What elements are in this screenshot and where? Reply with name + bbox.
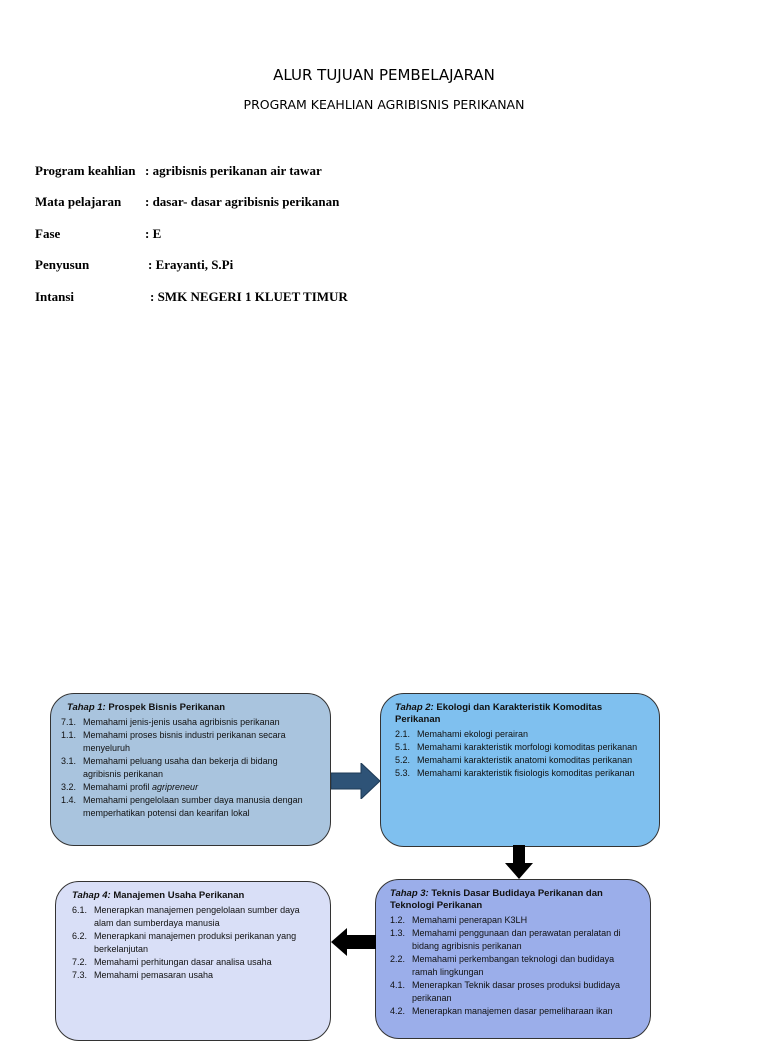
stage-item-text: Memahami penggunaan dan perawatan peralatan di bidang agribisnis perikanan [412,928,621,951]
stage-item-number: 5.3. [395,768,411,778]
stage-item-text: Memahami jenis-jenis usaha agribisnis perikanan [83,717,280,727]
stage-item-number: 2.1. [395,729,411,739]
info-label: Program keahlian [35,163,136,178]
stage-item [395,741,647,754]
stage-item-number: 1.3. [390,928,406,938]
stage-item-number: 7.2. [72,957,88,967]
stage-item-text: Menerapkan Teknik dasar proses produksi budidaya perikanan [412,980,620,1003]
info-value: : SMK NEGERI 1 KLUET TIMUR [150,289,348,304]
stage-item-number: 7.1. [61,717,77,727]
stage-item-text: Memahami perhitungan dasar analisa usaha [94,957,272,967]
stage-item [61,755,318,781]
info-value: : dasar- dasar agribisnis perikanan [145,194,340,209]
stage-item-number: 3.1. [61,756,77,766]
stage-heading [395,702,647,726]
stage-1-box [50,693,331,846]
info-label: Penyusun [35,257,90,272]
stage-item [72,969,318,982]
page-subtitle: PROGRAM KEAHLIAN AGRIBISNIS PERIKANAN [243,97,525,112]
stage-item-text: Memahami peluang usaha dan bekerja di bidang agribisnis perikanan [83,756,278,779]
stage-item-text: Memahami penerapan K3LH [412,915,528,925]
stage-item-number: 5.2. [395,755,411,765]
arrow-right-icon [331,763,381,799]
stage-list [72,904,318,982]
stage-item-text: Menerapkan manajemen pengelolaan sumber daya alam dan sumberdaya manusia [94,905,300,928]
stage-heading [390,888,640,912]
stage-title: Prospek Bisnis Perikanan [108,702,226,713]
stage-item [61,781,318,794]
stage-item-text: Memahami profil agripreneur [83,782,199,792]
stage-item [390,979,640,1005]
stage-label: Tahap 3: [390,888,429,899]
stage-item-number: 3.2. [61,782,77,792]
stage-item-text: Memahami karakteristik fisiologis komoditas perikanan [417,768,635,778]
info-value: : E [145,226,162,241]
stage-item-number: 7.3. [72,970,88,980]
stage-4-box [55,881,331,1041]
stage-item-number: 2.2. [390,954,406,964]
info-label: Intansi [35,289,75,304]
stage-3-box [375,879,651,1039]
stage-item-number: 4.1. [390,980,406,990]
stage-item-number: 1.1. [61,730,77,740]
stage-item [72,904,318,930]
stage-item [72,956,318,969]
stage-item-number: 1.2. [390,915,406,925]
stage-list [61,716,318,820]
stage-item [390,953,640,979]
stage-item [395,728,647,741]
stage-item [395,767,647,780]
stage-item-number: 4.2. [390,1006,406,1016]
stage-item [72,930,318,956]
stage-label: Tahap 4: [72,890,111,901]
stage-item-text: Memahami proses bisnis industri perikanan secara menyeluruh [83,730,286,753]
stage-list [395,728,647,780]
stage-item [395,754,647,767]
stage-item-number: 6.2. [72,931,88,941]
stage-title: Manajemen Usaha Perikanan [113,890,245,901]
stage-heading [61,702,318,714]
stage-item [390,1005,640,1018]
info-label: Fase [35,226,61,241]
stage-item-number: 6.1. [72,905,88,915]
stage-item-text: Memahami karakteristik morfologi komoditas perikanan [417,742,638,752]
stage-item-number: 5.1. [395,742,411,752]
stage-item-text: Memahami pengelolaan sumber daya manusia dengan memperhatikan potensi dan kearifan lokal [83,795,303,818]
stage-title: Teknis Dasar Budidaya Perikanan dan Teknologi Perikanan [390,888,603,911]
stage-item-text: Memahami pemasaran usaha [94,970,214,980]
stage-item [390,927,640,953]
stage-item-text: Memahami ekologi perairan [417,729,529,739]
info-label: Mata pelajaran [35,194,122,209]
arrow-left-icon [331,928,377,956]
info-value: : Erayanti, S.Pi [148,257,234,272]
stage-item-text: Menerapkani manajemen produksi perikanan yang berkelanjutan [94,931,297,954]
stage-heading [72,890,318,902]
stage-item-text: Memahami perkembangan teknologi dan budidaya ramah lingkungan [412,954,615,977]
stage-item [390,914,640,927]
stage-item [61,729,318,755]
stage-title: Ekologi dan Karakteristik Komoditas Perikanan [395,702,603,725]
arrow-down-icon [505,845,533,880]
stage-label: Tahap 2: [395,702,434,713]
info-value: : agribisnis perikanan air tawar [145,163,322,178]
stage-item [61,794,318,820]
stage-item-text: Memahami karakteristik anatomi komoditas perikanan [417,755,633,765]
stage-item-text: Menerapkan manajemen dasar pemeliharaan ikan [412,1006,613,1016]
stage-label: Tahap 1: [67,702,106,713]
stage-2-box [380,693,660,847]
stage-list [390,914,640,1018]
stage-item [61,716,318,729]
stage-item-number: 1.4. [61,795,77,805]
page-title: ALUR TUJUAN PEMBELAJARAN [273,66,495,84]
